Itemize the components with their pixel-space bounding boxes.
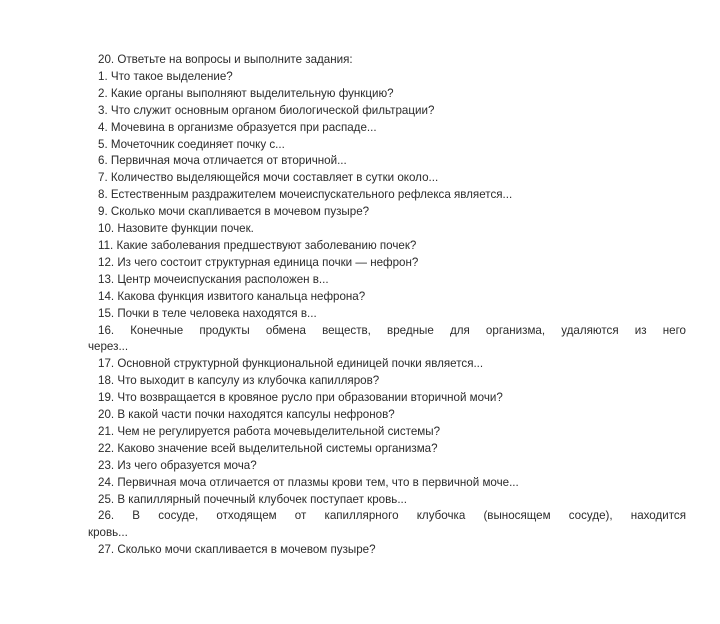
question-item: 22. Каково значение всей выделительной системы организма? (98, 441, 438, 455)
question-item: 23. Из чего образуется моча? (98, 458, 257, 472)
question-item: 20. В какой части почки находятся капсулы нефронов? (98, 408, 395, 422)
question-item: 10. Назовите функции почек. (98, 222, 254, 236)
question-item: 6. Первичная моча отличается от вторичной... (98, 154, 347, 168)
question-item: 14. Какова функция извитого канальца нефрона? (98, 289, 366, 303)
question-item: 3. Что служит основным органом биологической фильтрации? (98, 103, 435, 117)
question-item: 15. Почки в теле человека находятся в... (98, 306, 317, 320)
question-item: 17. Основной структурной функциональной единицей почки является... (98, 357, 484, 371)
question-item: 27. Сколько мочи скапливается в мочевом пузыре? (98, 543, 376, 557)
question-item: 26. В сосуде, отходящем от капиллярного клубочка (выносящем сосуде), находится (98, 509, 686, 523)
question-item-continuation: кровь... (88, 526, 128, 540)
question-item: 11. Какие заболевания предшествуют заболеванию почек? (98, 238, 417, 252)
question-item: 21. Чем не регулируется работа мочевыделительной системы? (98, 424, 441, 438)
question-item: 19. Что возвращается в кровяное русло при образовании вторичной мочи? (98, 391, 503, 405)
question-item: 18. Что выходит в капсулу из клубочка капилляров? (98, 374, 380, 388)
question-item: 7. Количество выделяющейся мочи составляет в сутки около... (98, 171, 439, 185)
question-item: 24. Первичная моча отличается от плазмы крови тем, что в первичной моче... (98, 475, 519, 489)
question-item: 25. В капиллярный почечный клубочек поступает кровь... (98, 492, 407, 506)
question-item-continuation: через... (88, 340, 129, 354)
question-list (88, 52, 686, 559)
question-item: 8. Естественным раздражителем мочеиспускательного рефлекса является... (98, 188, 513, 202)
question-item: 1. Что такое выделение? (98, 69, 233, 83)
question-item: 12. Из чего состоит структурная единица почки — нефрон? (98, 255, 419, 269)
question-item: 4. Мочевина в организме образуется при распаде... (98, 120, 377, 134)
question-item: 2. Какие органы выполняют выделительную функцию? (98, 86, 394, 100)
questions (88, 69, 686, 559)
question-item: 9. Сколько мочи скапливается в мочевом пузыре? (98, 205, 370, 219)
question-item: 5. Мочеточник соединяет почку с... (98, 137, 285, 151)
question-item: 13. Центр мочеиспускания расположен в... (98, 272, 329, 286)
heading: 20. Ответьте на вопросы и выполните задания: (98, 53, 353, 66)
question-item: 16. Конечные продукты обмена веществ, вредные для организма, удаляются из него (98, 323, 686, 337)
